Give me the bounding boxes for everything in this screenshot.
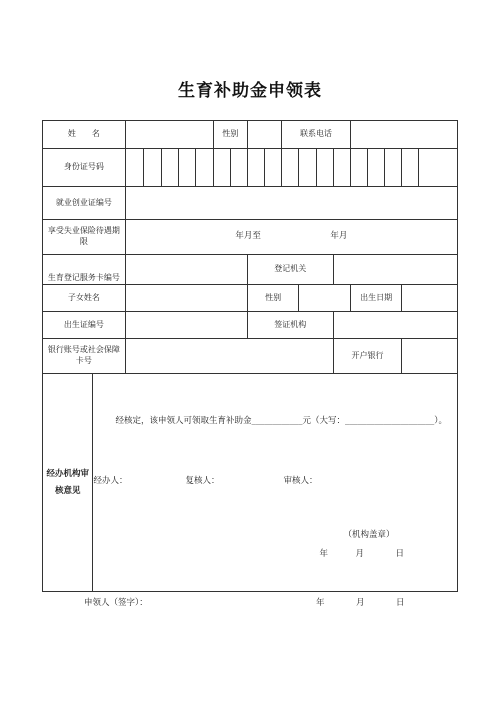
child-name-label: 子女姓名 [43, 285, 126, 312]
review-day-text: 日 [395, 549, 404, 559]
id-digit-box[interactable] [213, 149, 230, 187]
id-digit-box[interactable] [162, 149, 179, 187]
benefit-period-label: 享受失业保险待遇期限 [43, 220, 126, 255]
child-name-field[interactable] [125, 285, 247, 312]
signature-day-text: 日 [396, 598, 405, 608]
birth-cert-label: 出生证编号 [43, 312, 126, 339]
handler-label: 经办人： [93, 476, 128, 486]
birth-date-field[interactable] [402, 285, 458, 312]
child-gender-field[interactable] [299, 285, 350, 312]
benefit-period-field[interactable] [125, 220, 457, 255]
review-opinion-label: 经办机构审核意见 [43, 374, 93, 592]
gender-label: 性别 [213, 121, 247, 149]
id-digit-box[interactable] [419, 149, 458, 187]
id-digit-box[interactable] [265, 149, 282, 187]
review-month-text: 月 [355, 549, 364, 559]
child-gender-label: 性别 [247, 285, 298, 312]
phone-label: 联系电话 [282, 121, 351, 149]
application-form-table [42, 120, 458, 592]
id-digit-box[interactable] [230, 149, 247, 187]
period-from-text: 年月至 [235, 231, 261, 242]
seal-text: （机构盖章） [343, 530, 395, 540]
form-title: 生育补助金申领表 [178, 81, 322, 101]
issuing-authority-field[interactable] [333, 312, 457, 339]
review-opinion-area[interactable] [93, 374, 458, 592]
issuing-authority-label: 签证机构 [247, 312, 333, 339]
id-digit-box[interactable] [333, 149, 350, 187]
period-to-text: 年月 [330, 231, 348, 242]
id-digit-box[interactable] [196, 149, 213, 187]
id-digit-box[interactable] [350, 149, 367, 187]
bank-name-label: 开户银行 [333, 339, 402, 374]
approver-label: 审核人： [283, 476, 318, 486]
birth-card-field[interactable] [125, 255, 247, 285]
id-digit-box[interactable] [143, 149, 161, 187]
registry-office-label: 登记机关 [247, 255, 333, 285]
signature-year-text: 年 [316, 598, 325, 608]
id-number-label: 身份证号码 [43, 149, 126, 187]
employment-cert-label: 就业创业证编号 [43, 187, 126, 220]
applicant-signature-label: 申领人（签字）： [84, 598, 148, 608]
id-digit-box[interactable] [402, 149, 419, 187]
birth-cert-field[interactable] [125, 312, 247, 339]
id-digit-box[interactable] [247, 149, 264, 187]
signature-month-text: 月 [356, 598, 365, 608]
id-digit-box[interactable] [385, 149, 402, 187]
phone-field[interactable] [350, 121, 457, 149]
registry-office-field[interactable] [333, 255, 457, 285]
gender-field[interactable] [247, 121, 281, 149]
id-digit-box[interactable] [316, 149, 333, 187]
id-digit-box[interactable] [299, 149, 316, 187]
employment-cert-field[interactable] [125, 187, 457, 220]
bank-name-field[interactable] [402, 339, 458, 374]
id-digit-box[interactable] [179, 149, 196, 187]
id-digit-box[interactable] [125, 149, 143, 187]
name-label: 姓 名 [43, 121, 126, 149]
bank-account-field[interactable] [125, 339, 333, 374]
id-digit-box[interactable] [282, 149, 299, 187]
reviewer-label: 复核人： [185, 476, 220, 486]
id-digit-box[interactable] [368, 149, 385, 187]
review-statement: 经核定，该申领人可领取生育补助金____________元（大写：_____________________）。 [115, 416, 447, 426]
birth-card-label: 生育登记服务卡编号 [43, 255, 126, 285]
bank-account-label: 银行账号或社会保障卡号 [43, 339, 126, 374]
name-field[interactable] [125, 121, 213, 149]
birth-date-label: 出生日期 [350, 285, 401, 312]
review-year-text: 年 [319, 549, 328, 559]
